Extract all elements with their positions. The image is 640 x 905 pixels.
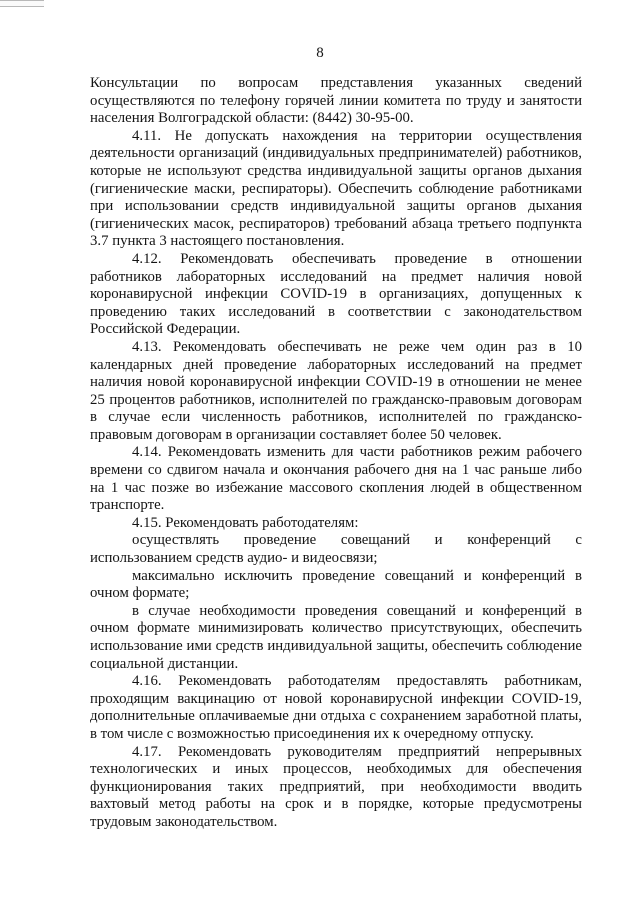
paragraph-4-14: 4.14. Рекомендовать изменить для части работников режим рабочего времени со сдвигом начала и окончания рабочего дня на 1 час раньше либо на 1 час позже во избежание массового скопления людей в общественном транспорте. bbox=[90, 444, 582, 514]
paragraph-4-15-item-3: в случае необходимости проведения совещаний и конференций в очном формате минимизировать количество присутствующих, обеспечить использование ими средств индивидуальной защиты, обеспечить соблюдение социальной дистанции. bbox=[90, 602, 582, 672]
paragraph-4-12: 4.12. Рекомендовать обеспечивать проведение в отношении работников лабораторных исследований на предмет наличия новой коронавирусной инфекции COVID-19 в организациях, допущенных к проведению таких исследований в соответствии с законодательством Российской Федерации. bbox=[90, 250, 582, 338]
document-body bbox=[90, 75, 582, 832]
paragraph-4-15-item-1: осуществлять проведение совещаний и конференций с использованием средств аудио- и видеосвязи; bbox=[90, 532, 582, 567]
paragraph-4-15: 4.15. Рекомендовать работодателям: bbox=[132, 514, 359, 531]
paragraph-consultations: Консультации по вопросам представления указанных сведений осуществляются по телефону горячей линии комитета по труду и занятости населения Волгоградской области: (8442) 30-95-00. bbox=[90, 75, 582, 127]
paragraph-4-11: 4.11. Не допускать нахождения на территории осуществления деятельности организаций (индивидуальных предпринимателей) работников, которые не используют средства индивидуальной защиты органов дыхания (гигиенические маски, респираторы). Обеспечить соблюдение работниками при использовании средств индивидуальной защиты органов дыхания (гигиенических масок, респираторов) требований абзаца третьего подпункта 3.7 пункта 3 настоящего постановления. bbox=[90, 127, 582, 250]
scan-edge-mark bbox=[0, 0, 44, 7]
paragraph-4-17: 4.17. Рекомендовать руководителям предприятий непрерывных технологических и иных процессов, необходимых для обеспечения функционирования таких предприятий, при необходимости вводить вахтовый метод работы на срок и в порядке, которые предусмотрены трудовым законодательством. bbox=[90, 743, 582, 830]
page-number: 8 bbox=[316, 45, 324, 61]
paragraph-4-15-item-2: максимально исключить проведение совещаний и конференций в очном формате; bbox=[90, 567, 582, 602]
paragraph-4-13: 4.13. Рекомендовать обеспечивать не реже чем один раз в 10 календарных дней проведение лабораторных исследований на предмет наличия новой коронавирусной инфекции COVID-19 в отношении не менее 25 процентов работников, исполнителей по гражданско-правовым договорам в случае если численность работников, исполнителей по гражданско-правовым договорам в организации составляет более 50 человек. bbox=[90, 338, 582, 443]
paragraph-4-16: 4.16. Рекомендовать работодателям предоставлять работникам, проходящим вакцинацию от новой коронавирусной инфекции COVID-19, дополнительные оплачиваемые дни отдыха с сохранением заработной платы, в том числе с возможностью присоединения их к очередному отпуску. bbox=[90, 673, 582, 742]
